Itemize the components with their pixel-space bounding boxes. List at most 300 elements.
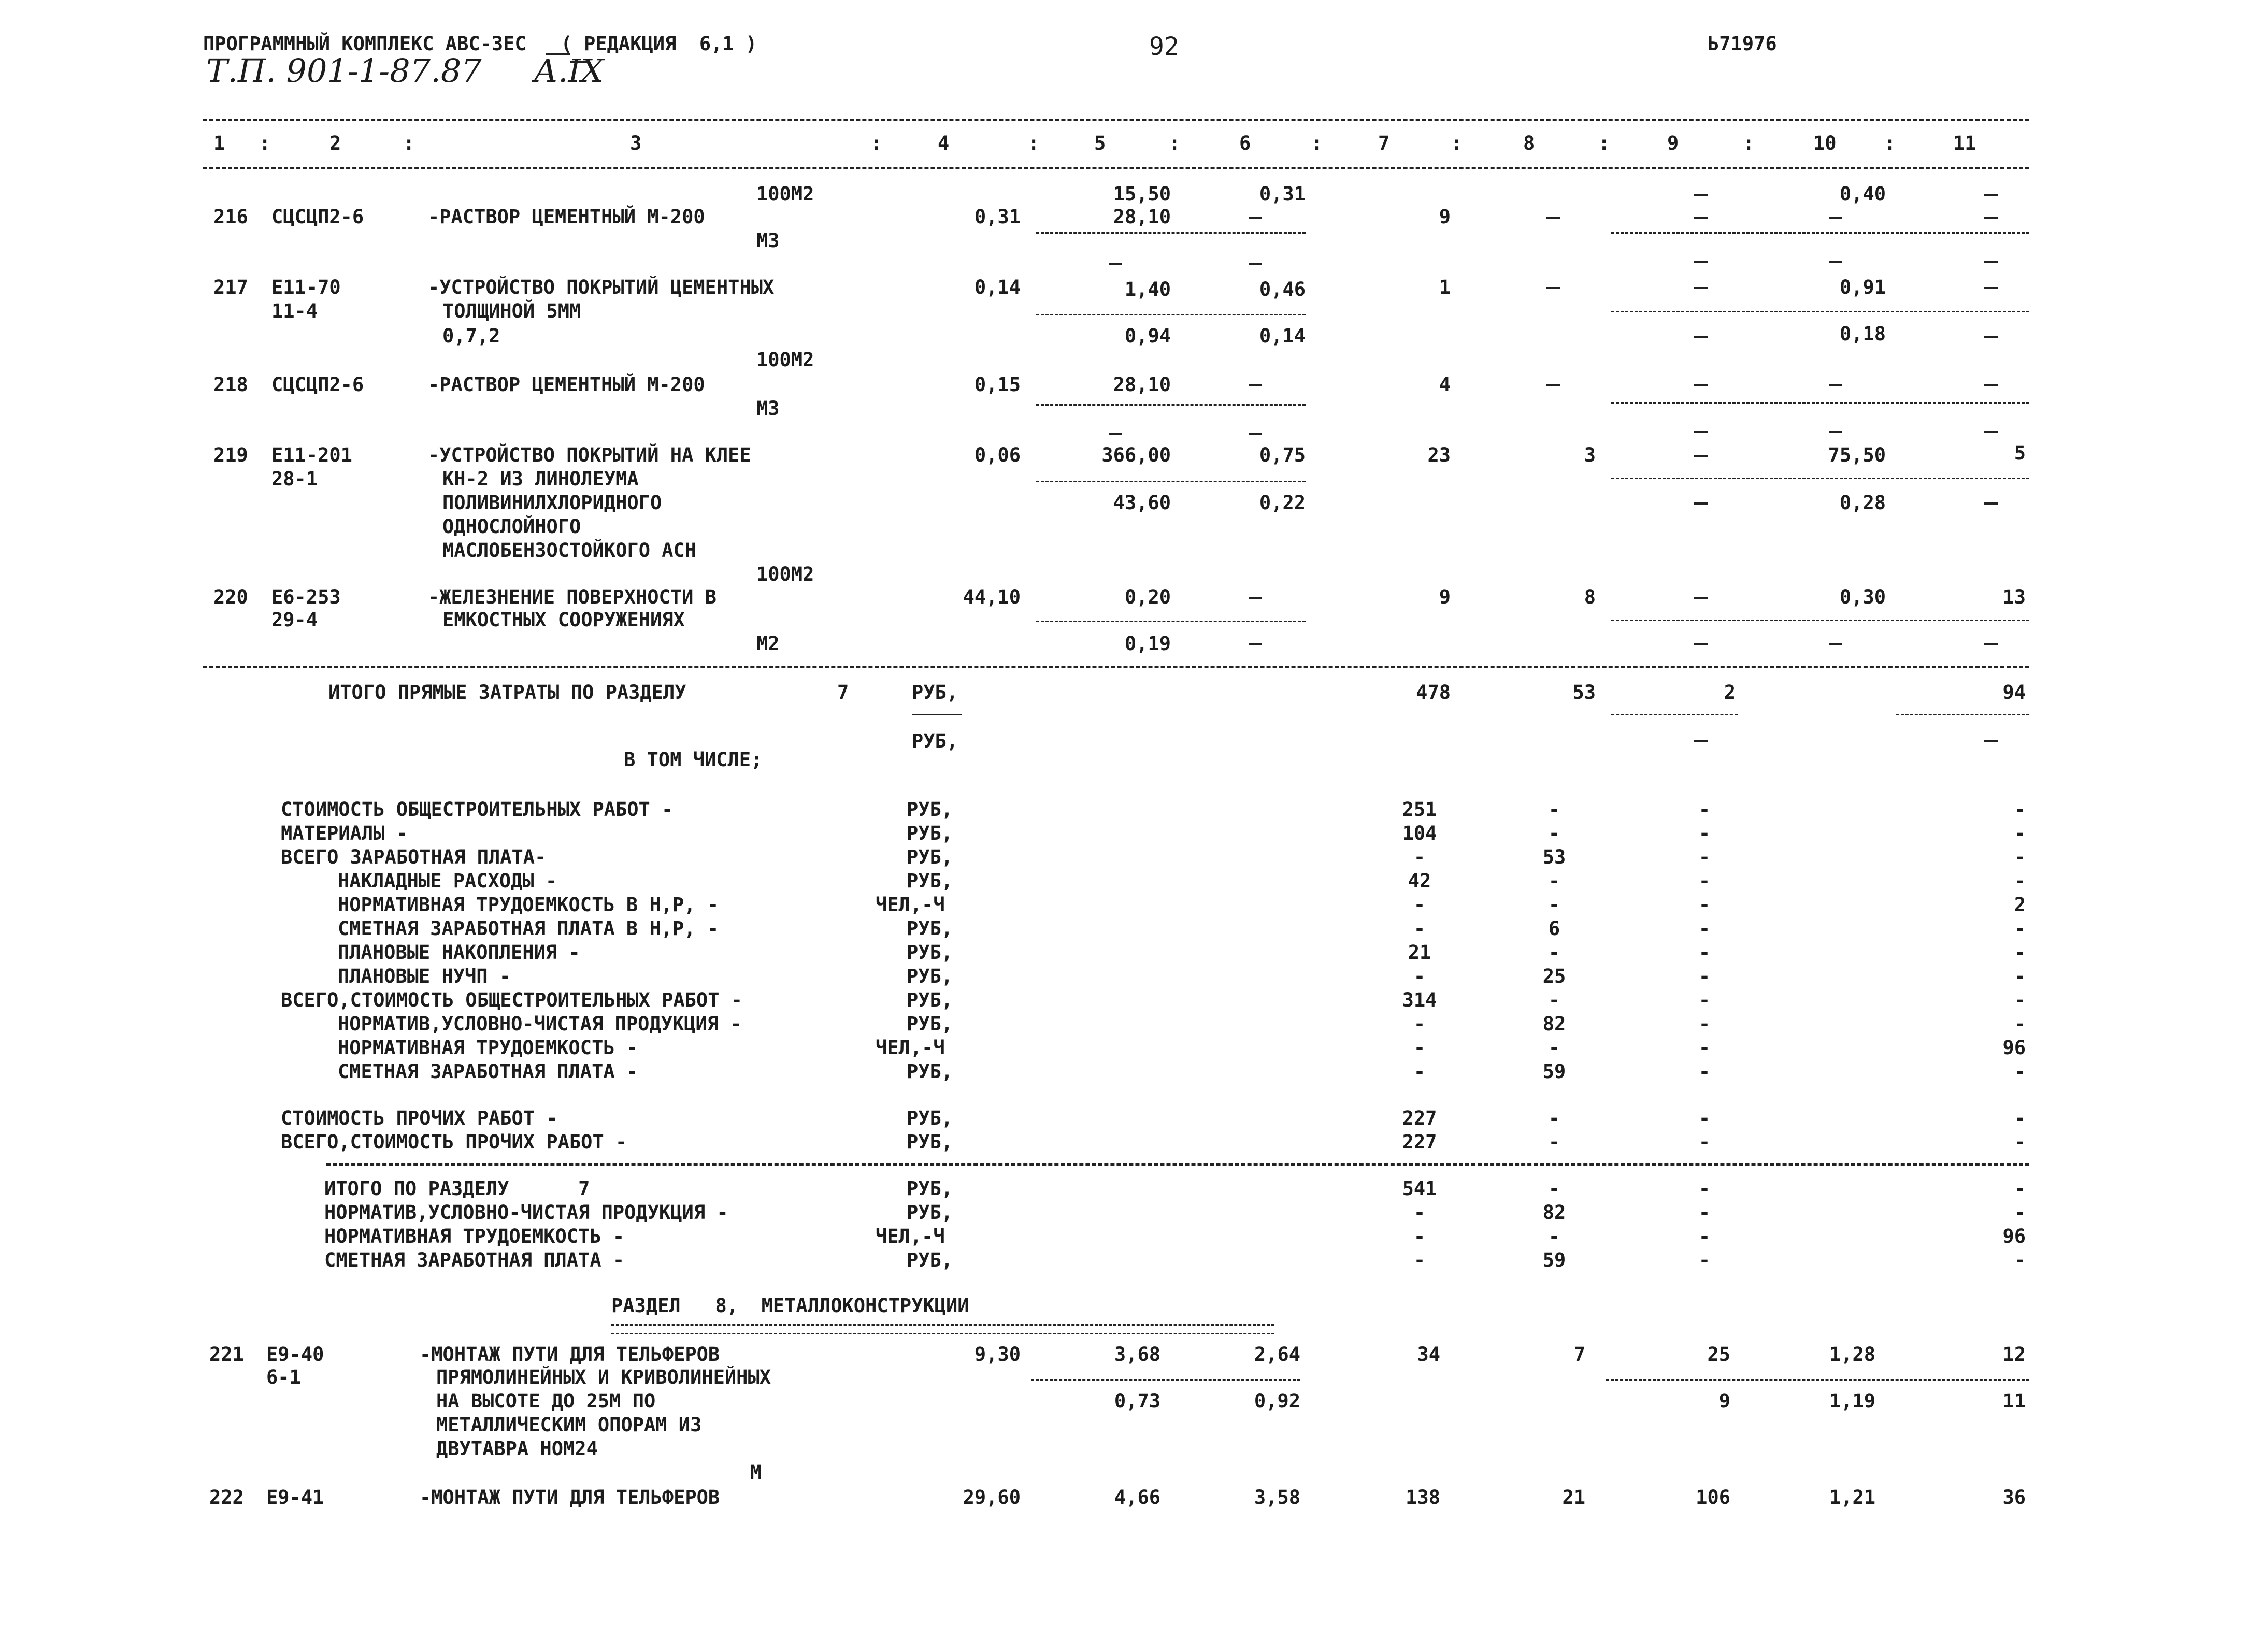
summary-col11: 96 (2002, 1037, 2026, 1059)
row-217-col10: 0,91 (1839, 276, 1886, 298)
summary-col11: - (2014, 870, 2026, 892)
dash-mark (1109, 263, 1122, 265)
summary-col8: - (1548, 1225, 1560, 1247)
summary-col7: - (1413, 1013, 1426, 1035)
row-220-col11: 13 (2002, 586, 2026, 608)
row-216-col6-top: 0,31 (1259, 183, 1306, 205)
row-221-quantity: 9,30 (974, 1343, 1021, 1366)
summary-col8: - (1548, 1037, 1560, 1059)
row-218-quantity: 0,15 (974, 374, 1021, 396)
summary-col9: - (1698, 1201, 1711, 1224)
summary-col9: - (1698, 1037, 1711, 1059)
row-222-col9: 106 (1696, 1486, 1730, 1509)
row-219-quantity: 0,06 (974, 444, 1021, 466)
summary-col9: - (1698, 846, 1711, 868)
row-221-code: Е9-40 (266, 1343, 324, 1366)
section-total-col7: 478 (1416, 681, 1451, 703)
dash-mark (1984, 217, 1998, 219)
dash-mark (1694, 194, 1708, 196)
row-221-code-line2: 6-1 (266, 1366, 301, 1388)
summary-col9: - (1698, 989, 1711, 1011)
row-219-number: 219 (213, 444, 248, 466)
row-219-col5: 366,00 (1101, 444, 1171, 466)
summary-col9: - (1698, 1249, 1711, 1271)
row-218-col5: 28,10 (1113, 374, 1171, 396)
summary-label: СТОИМОСТЬ ОБЩЕСТРОИТЕЛЬНЫХ РАБОТ - (281, 798, 674, 821)
summary-col9: - (1698, 1013, 1711, 1035)
row-221-col10: 1,28 (1829, 1343, 1875, 1366)
row-216-description: -РАСТВОР ЦЕМЕНТНЫЙ М-200 (428, 206, 705, 228)
column-separator: : (1884, 132, 1896, 154)
summary-col8: 59 (1542, 1249, 1566, 1271)
unit-label: 100М2 (756, 183, 814, 205)
summary-col11: - (2014, 1201, 2026, 1224)
summary-col11: - (2014, 941, 2026, 964)
summary-col8: - (1548, 894, 1560, 916)
row-220-quantity: 44,10 (963, 586, 1021, 608)
row-222-col11: 36 (2002, 1486, 2026, 1509)
dash-mark (1694, 287, 1708, 289)
summary-unit: ЧЕЛ,-Ч (876, 1037, 945, 1059)
dash-mark (1984, 502, 1998, 505)
column-header-4: 4 (938, 132, 950, 154)
summary-col8: - (1548, 989, 1560, 1011)
dash-mark (1249, 217, 1262, 219)
summary-col9: - (1698, 965, 1711, 987)
subtotal-rule (1036, 481, 1306, 482)
subtotal-rule (1036, 232, 1306, 234)
dash-mark (1984, 384, 1998, 386)
row-220-col10: 0,30 (1839, 586, 1886, 608)
summary-col7: 314 (1402, 989, 1437, 1011)
summary-unit: РУБ, (907, 870, 953, 892)
summary-col9: - (1698, 822, 1711, 844)
column-header-1: 1 (213, 132, 225, 154)
column-separator: : (1169, 132, 1181, 154)
subtotal-rule (1606, 1379, 2029, 1381)
row-221-col9: 25 (1707, 1343, 1730, 1366)
unit-label: М (750, 1461, 762, 1484)
summary-col8: 59 (1542, 1060, 1566, 1083)
summary-col11: - (2014, 1060, 2026, 1083)
summary-col8: - (1548, 798, 1560, 821)
summary-col7: 541 (1402, 1177, 1437, 1200)
dash-mark (1694, 455, 1708, 457)
summary-col7: - (1413, 846, 1426, 868)
row-219-col5-bottom: 43,60 (1113, 492, 1171, 514)
edition-underline (570, 61, 589, 63)
summary-col11: - (2014, 1131, 2026, 1153)
summary-col7: - (1413, 1225, 1426, 1247)
row-222-col8: 21 (1562, 1486, 1585, 1509)
summary-unit: ЧЕЛ,-Ч (876, 1225, 945, 1247)
dash-mark (1984, 740, 1998, 742)
row-220-col7: 9 (1439, 586, 1451, 608)
summary-label: МАТЕРИАЛЫ - (281, 822, 408, 844)
column-header-9: 9 (1667, 132, 1679, 154)
dash-mark (1249, 597, 1262, 599)
column-header-5: 5 (1094, 132, 1106, 154)
summary-label: ВСЕГО ЗАРАБОТНАЯ ПЛАТА- (281, 846, 547, 868)
dash-mark (1694, 217, 1708, 219)
column-header-7: 7 (1378, 132, 1390, 154)
section-rule (326, 1163, 2029, 1166)
dash-mark (1694, 384, 1708, 386)
summary-col11: - (2014, 1249, 2026, 1271)
summary-label: НОРМАТИВНАЯ ТРУДОЕМКОСТЬ - (338, 1037, 638, 1059)
summary-unit: РУБ, (907, 989, 953, 1011)
summary-col8: - (1548, 822, 1560, 844)
summary-col11: - (2014, 1013, 2026, 1035)
row-219-code-line2: 28-1 (271, 468, 318, 490)
row-221-description: -МОНТАЖ ПУТИ ДЛЯ ТЕЛЬФЕРОВ (420, 1343, 720, 1366)
summary-col7: 104 (1402, 822, 1437, 844)
summary-col9: - (1698, 941, 1711, 964)
dash-mark (1546, 287, 1560, 289)
row-222-col7: 138 (1406, 1486, 1440, 1509)
row-220-code-line2: 29-4 (271, 609, 318, 631)
summary-col9: - (1698, 1177, 1711, 1200)
summary-col7: 42 (1408, 870, 1431, 892)
row-219-description-line2: КН-2 ИЗ ЛИНОЛЕУМА (442, 468, 639, 490)
row-218-col7: 4 (1439, 374, 1451, 396)
summary-label: СМЕТНАЯ ЗАРАБОТНАЯ ПЛАТА - (324, 1249, 625, 1271)
summary-unit: РУБ, (907, 822, 953, 844)
dash-mark (1694, 597, 1708, 599)
section-total-col11: 94 (2002, 681, 2026, 703)
dash-mark (1249, 433, 1262, 435)
subtotal-rule (1036, 314, 1306, 315)
row-221-col10-bottom: 1,19 (1829, 1390, 1875, 1412)
summary-unit: РУБ, (907, 1249, 953, 1271)
summary-col9: - (1698, 870, 1711, 892)
column-separator: : (1028, 132, 1040, 154)
summary-label: ИТОГО ПО РАЗДЕЛУ 7 (324, 1177, 590, 1200)
unit-label: 100М2 (756, 349, 814, 371)
summary-col8: - (1548, 1107, 1560, 1129)
row-219-col6: 0,75 (1259, 444, 1306, 466)
dash-mark (1249, 384, 1262, 386)
dash-mark (1694, 740, 1708, 742)
column-separator: : (870, 132, 882, 154)
summary-col8: - (1548, 1177, 1560, 1200)
row-218-number: 218 (213, 374, 248, 396)
summary-col7: - (1413, 1037, 1426, 1059)
row-217-description-line3: 0,7,2 (442, 325, 500, 347)
section-total-col8: 53 (1572, 681, 1596, 703)
dash-mark (1109, 433, 1122, 435)
dash-mark (1694, 336, 1708, 338)
dash-mark (1984, 431, 1998, 433)
summary-col7: - (1413, 965, 1426, 987)
row-219-col10-bottom: 0,28 (1839, 492, 1886, 514)
row-222-number: 222 (209, 1486, 244, 1509)
summary-label: СТОИМОСТЬ ПРОЧИХ РАБОТ - (281, 1107, 558, 1129)
dash-mark (1984, 194, 1998, 196)
row-221-description-line3: НА ВЫСОТЕ ДО 25М ПО (436, 1390, 656, 1412)
summary-col9: - (1698, 894, 1711, 916)
section-number: 7 (837, 681, 849, 703)
summary-col8: 82 (1542, 1013, 1566, 1035)
dash-mark (1829, 217, 1842, 219)
subtotal-rule (1611, 402, 2029, 404)
summary-col8: 53 (1542, 846, 1566, 868)
column-header-8: 8 (1523, 132, 1535, 154)
summary-label: СМЕТНАЯ ЗАРАБОТНАЯ ПЛАТА - (338, 1060, 638, 1083)
row-219-col11: 5 (2014, 442, 2026, 464)
dash-mark (1829, 431, 1842, 433)
row-221-description-line2: ПРЯМОЛИНЕЙНЫХ И КРИВОЛИНЕЙНЫХ (436, 1366, 771, 1388)
row-219-description: -УСТРОЙСТВО ПОКРЫТИЙ НА КЛЕЕ (428, 444, 751, 466)
unit-label: М3 (756, 229, 780, 252)
row-221-col9-bottom: 9 (1718, 1390, 1730, 1412)
summary-col7: 227 (1402, 1107, 1437, 1129)
summary-label: ВСЕГО,СТОИМОСТЬ ОБЩЕСТРОИТЕЛЬНЫХ РАБОТ - (281, 989, 743, 1011)
summary-col8: 25 (1542, 965, 1566, 987)
summary-unit: РУБ, (907, 1177, 953, 1200)
dash-mark (1546, 384, 1560, 386)
document-code: Ь71976 (1708, 33, 1777, 55)
in-that-number-label: В ТОМ ЧИСЛЕ; (624, 749, 763, 771)
unit-label: РУБ, (912, 730, 958, 752)
row-219-col7: 23 (1427, 444, 1451, 466)
summary-unit: РУБ, (907, 1201, 953, 1224)
summary-col8: 82 (1542, 1201, 1566, 1224)
summary-col7: - (1413, 1060, 1426, 1083)
summary-col11: 96 (2002, 1225, 2026, 1247)
summary-col9: - (1698, 1225, 1711, 1247)
dash-mark (1249, 263, 1262, 265)
summary-label: НОРМАТИВ,УСЛОВНО-ЧИСТАЯ ПРОДУКЦИЯ - (324, 1201, 728, 1224)
summary-col11: - (2014, 989, 2026, 1011)
subtotal-rule (1031, 1379, 1300, 1381)
summary-col9: - (1698, 1131, 1711, 1153)
summary-col7: - (1413, 1201, 1426, 1224)
dash-mark (1694, 431, 1708, 433)
unit-label: М2 (756, 633, 780, 655)
summary-col11: 2 (2014, 894, 2026, 916)
dash-mark (1829, 384, 1842, 386)
subtotal-rule (1611, 311, 2029, 312)
row-219-description-line3: ПОЛИВИНИЛХЛОРИДНОГО (442, 492, 662, 514)
handwritten-album-number: А.IX (534, 52, 604, 90)
row-221-number: 221 (209, 1343, 244, 1366)
summary-col7: - (1413, 1249, 1426, 1271)
row-219-description-line4: ОДНОСЛОЙНОГО (442, 515, 581, 538)
unit-label: 100М2 (756, 563, 814, 585)
summary-unit: РУБ, (907, 798, 953, 821)
summary-unit: РУБ, (907, 965, 953, 987)
row-217-description-line2: ТОЛЩИНОЙ 5ММ (442, 300, 581, 322)
column-separator: : (1451, 132, 1463, 154)
column-separator: : (259, 132, 271, 154)
row-220-col5: 0,20 (1124, 586, 1171, 608)
row-220-code: Е6-253 (271, 586, 341, 608)
title-double-underline (611, 1324, 1274, 1334)
subtotal-rule (1036, 404, 1306, 406)
row-217-col5-bottom: 0,94 (1124, 325, 1171, 347)
row-219-col10: 75,50 (1828, 444, 1886, 466)
subtotal-rule (1611, 620, 2029, 621)
column-header-10: 10 (1813, 132, 1837, 154)
summary-col11: - (2014, 822, 2026, 844)
row-217-col5: 1,40 (1124, 278, 1171, 300)
row-218-code: СЦСЦП2-6 (271, 374, 364, 396)
row-222-col10: 1,21 (1829, 1486, 1875, 1509)
summary-col9: - (1698, 798, 1711, 821)
row-216-code: СЦСЦП2-6 (271, 206, 364, 228)
summary-col7: 251 (1402, 798, 1437, 821)
dash-mark (1694, 502, 1708, 505)
row-222-code: Е9-41 (266, 1486, 324, 1509)
subtotal-rule (1896, 714, 2029, 715)
summary-label: ПЛАНОВЫЕ НУЧП - (338, 965, 511, 987)
row-222-description: -МОНТАЖ ПУТИ ДЛЯ ТЕЛЬФЕРОВ (420, 1486, 720, 1509)
page-number: 92 (1149, 32, 1179, 61)
row-220-description-line2: ЕМКОСТНЫХ СООРУЖЕНИЯХ (442, 609, 685, 631)
row-222-col6: 3,58 (1254, 1486, 1300, 1509)
section-direct-costs-label: ИТОГО ПРЯМЫЕ ЗАТРАТЫ ПО РАЗДЕЛУ (328, 681, 686, 703)
program-title: ПРОГРАММНЫЙ КОМПЛЕКС АВС-3ЕС ( РЕДАКЦИЯ 6,1 ) (203, 33, 757, 55)
subtotal-rule (1611, 478, 2029, 479)
subtotal-rule (1036, 621, 1306, 622)
row-221-description-line4: МЕТАЛЛИЧЕСКИМ ОПОРАМ ИЗ (436, 1414, 702, 1436)
column-separator: : (403, 132, 415, 154)
row-219-col8: 3 (1584, 444, 1596, 466)
row-221-col11-bottom: 11 (2002, 1390, 2026, 1412)
album-overline (546, 53, 570, 55)
column-separator: : (1311, 132, 1323, 154)
row-217-code-line2: 11-4 (271, 300, 318, 322)
row-221-col7: 34 (1417, 1343, 1440, 1366)
row-216-col10-top: 0,40 (1839, 183, 1886, 205)
subtotal-rule (1611, 714, 1738, 715)
summary-col11: - (2014, 965, 2026, 987)
row-221-col6: 2,64 (1254, 1343, 1300, 1366)
unit-label: РУБ, (912, 681, 958, 703)
row-216-col5: 28,10 (1113, 206, 1171, 228)
summary-col7: - (1413, 917, 1426, 940)
summary-col8: - (1548, 870, 1560, 892)
row-217-col7: 1 (1439, 276, 1451, 298)
row-220-col5-bottom: 0,19 (1124, 633, 1171, 655)
row-216-quantity: 0,31 (974, 206, 1021, 228)
summary-col8: - (1548, 941, 1560, 964)
header-bottom-rule (203, 167, 2029, 169)
summary-unit: РУБ, (907, 941, 953, 964)
column-separator: : (1743, 132, 1755, 154)
summary-unit: РУБ, (907, 1107, 953, 1129)
handwritten-project-number: Т.П. 901-1-87.87 (206, 52, 482, 90)
summary-label: ВСЕГО,СТОИМОСТЬ ПРОЧИХ РАБОТ - (281, 1131, 627, 1153)
column-header-6: 6 (1239, 132, 1251, 154)
column-header-11: 11 (1953, 132, 1976, 154)
column-header-2: 2 (329, 132, 341, 154)
summary-unit: ЧЕЛ,-Ч (876, 894, 945, 916)
row-218-description: -РАСТВОР ЦЕМЕНТНЫЙ М-200 (428, 374, 705, 396)
unit-rule (912, 714, 962, 715)
dash-mark (1984, 261, 1998, 263)
dash-mark (1694, 643, 1708, 645)
dash-mark (1984, 643, 1998, 645)
summary-unit: РУБ, (907, 1013, 953, 1035)
dash-mark (1546, 217, 1560, 219)
row-217-code: Е11-70 (271, 276, 341, 298)
summary-col7: 227 (1402, 1131, 1437, 1153)
row-219-col6-bottom: 0,22 (1259, 492, 1306, 514)
row-216-col5-top: 15,50 (1113, 183, 1171, 205)
dash-mark (1249, 643, 1262, 645)
row-221-col6-bottom: 0,92 (1254, 1390, 1300, 1412)
dash-mark (1829, 643, 1842, 645)
row-216-number: 216 (213, 206, 248, 228)
summary-col11: - (2014, 1107, 2026, 1129)
summary-label: НАКЛАДНЫЕ РАСХОДЫ - (338, 870, 557, 892)
row-221-col11: 12 (2002, 1343, 2026, 1366)
row-220-description: -ЖЕЛЕЗНЕНИЕ ПОВЕРХНОСТИ В (428, 586, 717, 608)
summary-label: НОРМАТИВ,УСЛОВНО-ЧИСТАЯ ПРОДУКЦИЯ - (338, 1013, 742, 1035)
summary-col8: - (1548, 1131, 1560, 1153)
summary-col11: - (2014, 917, 2026, 940)
row-221-col5-bottom: 0,73 (1114, 1390, 1160, 1412)
summary-col11: - (2014, 846, 2026, 868)
summary-unit: РУБ, (907, 917, 953, 940)
summary-col9: - (1698, 1107, 1711, 1129)
summary-label: СМЕТНАЯ ЗАРАБОТНАЯ ПЛАТА В Н,Р, - (338, 917, 719, 940)
dash-mark (1984, 336, 1998, 338)
summary-unit: РУБ, (907, 1060, 953, 1083)
row-222-col5: 4,66 (1114, 1486, 1160, 1509)
row-217-col6: 0,46 (1259, 278, 1306, 300)
section-8-title: РАЗДЕЛ 8, МЕТАЛЛОКОНСТРУКЦИИ (611, 1295, 969, 1317)
column-separator: : (1598, 132, 1610, 154)
row-217-number: 217 (213, 276, 248, 298)
row-217-quantity: 0,14 (974, 276, 1021, 298)
row-221-col8: 7 (1573, 1343, 1585, 1366)
summary-label: НОРМАТИВНАЯ ТРУДОЕМКОСТЬ - (324, 1225, 625, 1247)
summary-col7: 21 (1408, 941, 1431, 964)
summary-col8: 6 (1548, 917, 1560, 940)
unit-label: М3 (756, 397, 780, 420)
summary-col11: - (2014, 798, 2026, 821)
row-220-number: 220 (213, 586, 248, 608)
row-217-description: -УСТРОЙСТВО ПОКРЫТИЙ ЦЕМЕНТНЫХ (428, 276, 775, 298)
row-217-col6-bottom: 0,14 (1259, 325, 1306, 347)
row-220-col8: 8 (1584, 586, 1596, 608)
summary-unit: РУБ, (907, 846, 953, 868)
section-rule (203, 666, 2029, 668)
section-total-col9: 2 (1724, 681, 1736, 703)
row-217-col10-bottom: 0,18 (1839, 323, 1886, 345)
summary-col9: - (1698, 917, 1711, 940)
summary-label: ПЛАНОВЫЕ НАКОПЛЕНИЯ - (338, 941, 580, 964)
summary-col11: - (2014, 1177, 2026, 1200)
summary-col9: - (1698, 1060, 1711, 1083)
row-222-quantity: 29,60 (963, 1486, 1021, 1509)
dash-mark (1829, 261, 1842, 263)
row-219-description-line5: МАСЛОБЕНЗОСТОЙКОГО АСН (442, 539, 697, 562)
row-221-col5: 3,68 (1114, 1343, 1160, 1366)
row-219-code: Е11-201 (271, 444, 352, 466)
row-221-description-line5: ДВУТАВРА НОМ24 (436, 1438, 598, 1460)
column-header-3: 3 (630, 132, 642, 154)
dash-mark (1694, 261, 1708, 263)
row-216-col7: 9 (1439, 206, 1451, 228)
summary-unit: РУБ, (907, 1131, 953, 1153)
header-top-rule (203, 119, 2029, 121)
dash-mark (1984, 287, 1998, 289)
subtotal-rule (1611, 232, 2029, 234)
